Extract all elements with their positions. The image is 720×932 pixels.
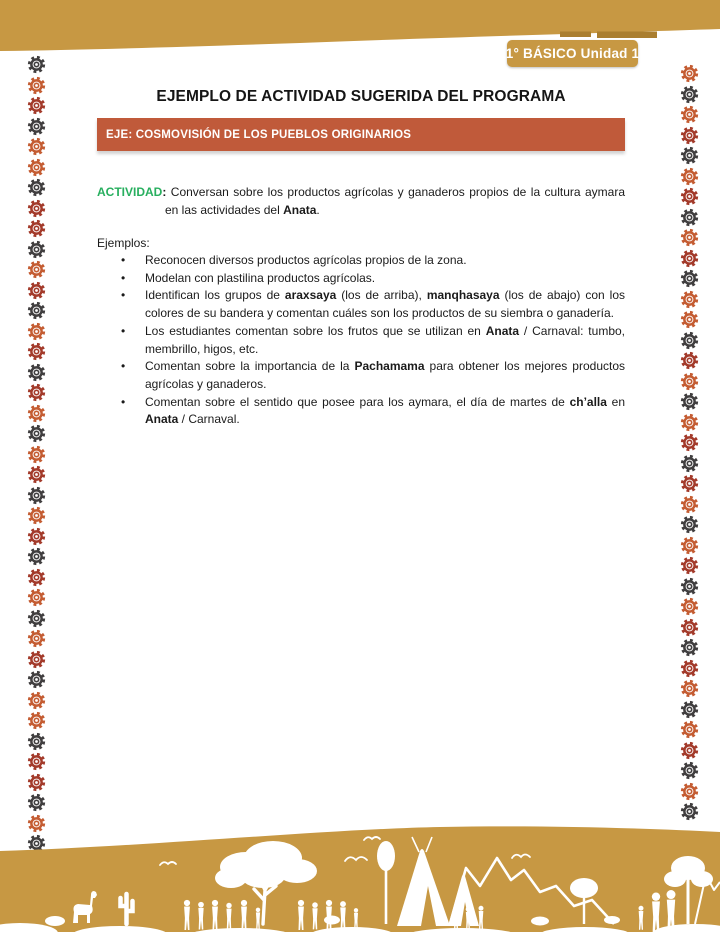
footer-artwork (0, 820, 720, 932)
eje-header-label: EJE: COSMOVISIÓN DE LOS PUEBLOS ORIGINARIOS (106, 128, 412, 141)
gear-rosette-icon (680, 351, 699, 370)
gear-rosette-icon (27, 404, 46, 423)
gear-rosette-icon (27, 383, 46, 402)
gear-rosette-icon (680, 659, 699, 678)
gear-rosette-icon (27, 527, 46, 546)
gear-rosette-icon (680, 618, 699, 637)
activity-text: Conversan sobre los productos agrícolas y ganaderos propios de la cultura aymara en las actividades del Anata. (165, 185, 625, 217)
gear-rosette-icon (680, 720, 699, 739)
gear-rosette-icon (27, 465, 46, 484)
gear-rosette-icon (680, 802, 699, 821)
gear-rosette-icon (27, 486, 46, 505)
gear-rosette-icon (27, 568, 46, 587)
gear-rosette-icon (680, 85, 699, 104)
unit-badge: 1° BÁSICO Unidad 1 (507, 40, 638, 67)
gear-rosette-icon (27, 240, 46, 259)
gear-rosette-icon (680, 413, 699, 432)
gear-rosette-icon (27, 670, 46, 689)
gear-rosette-icon (27, 322, 46, 341)
gear-rosette-icon (680, 372, 699, 391)
gear-rosette-icon (680, 700, 699, 719)
example-item: • Los estudiantes comentan sobre los frutos que se utilizan en Anata / Carnaval: tumbo, membrillo, higos, etc. (97, 323, 625, 358)
gear-rosette-icon (27, 711, 46, 730)
gear-rosette-icon (27, 199, 46, 218)
activity-label: ACTIVIDAD (97, 185, 163, 199)
gear-rosette-icon (27, 96, 46, 115)
gear-rosette-icon (680, 433, 699, 452)
gear-rosette-icon (27, 732, 46, 751)
gear-rosette-icon (27, 588, 46, 607)
gear-rosette-icon (680, 310, 699, 329)
gear-rosette-icon (680, 269, 699, 288)
gear-rosette-icon (680, 782, 699, 801)
gear-rosette-icon (27, 691, 46, 710)
example-item: • Comentan sobre el sentido que posee para los aymara, el día de martes de ch’alla en Anata / Carnaval. (97, 394, 625, 429)
gear-rosette-icon (680, 515, 699, 534)
gear-rosette-icon (680, 679, 699, 698)
right-ornament-border (680, 64, 699, 821)
gear-rosette-icon (27, 547, 46, 566)
gear-rosette-icon (27, 76, 46, 95)
gear-rosette-icon (680, 146, 699, 165)
gear-rosette-icon (27, 609, 46, 628)
gear-rosette-icon (680, 126, 699, 145)
gear-rosette-icon (680, 638, 699, 657)
gear-rosette-icon (680, 187, 699, 206)
gear-rosette-icon (680, 392, 699, 411)
page-title: EJEMPLO DE ACTIVIDAD SUGERIDA DEL PROGRAMA (156, 88, 566, 105)
gear-rosette-icon (27, 424, 46, 443)
gear-rosette-icon (680, 741, 699, 760)
gear-rosette-icon (27, 281, 46, 300)
gear-rosette-icon (27, 117, 46, 136)
example-item: • Reconocen diversos productos agrícolas propios de la zona. (97, 252, 625, 270)
gear-rosette-icon (680, 597, 699, 616)
activity-paragraph (97, 183, 625, 219)
gear-rosette-icon (27, 342, 46, 361)
gear-rosette-icon (680, 577, 699, 596)
gear-rosette-icon (27, 445, 46, 464)
gear-rosette-icon (680, 536, 699, 555)
gold-ribbon-strip (560, 32, 591, 38)
gear-rosette-icon (27, 629, 46, 648)
gear-rosette-icon (680, 290, 699, 309)
example-item: • Identifican los grupos de araxsaya (los de arriba), manqhasaya (los de abajo) con los colores de su bandera y comentan cuáles son los productos de su siembra o ganadería. (97, 287, 625, 322)
gear-rosette-icon (680, 208, 699, 227)
activity-colon: : (162, 185, 167, 199)
gold-ribbon-strip (597, 32, 657, 39)
left-ornament-border (27, 55, 46, 853)
gear-rosette-icon (27, 506, 46, 525)
gear-rosette-icon (27, 301, 46, 320)
eje-header (97, 118, 625, 151)
content-area (97, 88, 625, 429)
gear-rosette-icon (27, 650, 46, 669)
gear-rosette-icon (27, 137, 46, 156)
gear-rosette-icon (27, 219, 46, 238)
gear-rosette-icon (680, 331, 699, 350)
gear-rosette-icon (27, 55, 46, 74)
gear-rosette-icon (680, 105, 699, 124)
example-item: • Modelan con plastilina productos agrícolas. (97, 270, 625, 288)
gear-rosette-icon (27, 752, 46, 771)
gear-rosette-icon (27, 178, 46, 197)
gear-rosette-icon (27, 773, 46, 792)
gear-rosette-icon (680, 167, 699, 186)
example-item: • Comentan sobre la importancia de la Pachamama para obtener los mejores productos agrícolas y ganaderos. (97, 358, 625, 393)
gear-rosette-icon (680, 454, 699, 473)
examples-list (97, 252, 625, 429)
gear-rosette-icon (680, 761, 699, 780)
gear-rosette-icon (680, 228, 699, 247)
examples-label: Ejemplos: (97, 236, 150, 250)
gear-rosette-icon (27, 260, 46, 279)
gear-rosette-icon (680, 249, 699, 268)
gear-rosette-icon (27, 793, 46, 812)
gear-rosette-icon (27, 363, 46, 382)
gear-rosette-icon (680, 495, 699, 514)
gear-rosette-icon (680, 64, 699, 83)
gear-rosette-icon (680, 556, 699, 575)
gear-rosette-icon (27, 158, 46, 177)
gear-rosette-icon (680, 474, 699, 493)
